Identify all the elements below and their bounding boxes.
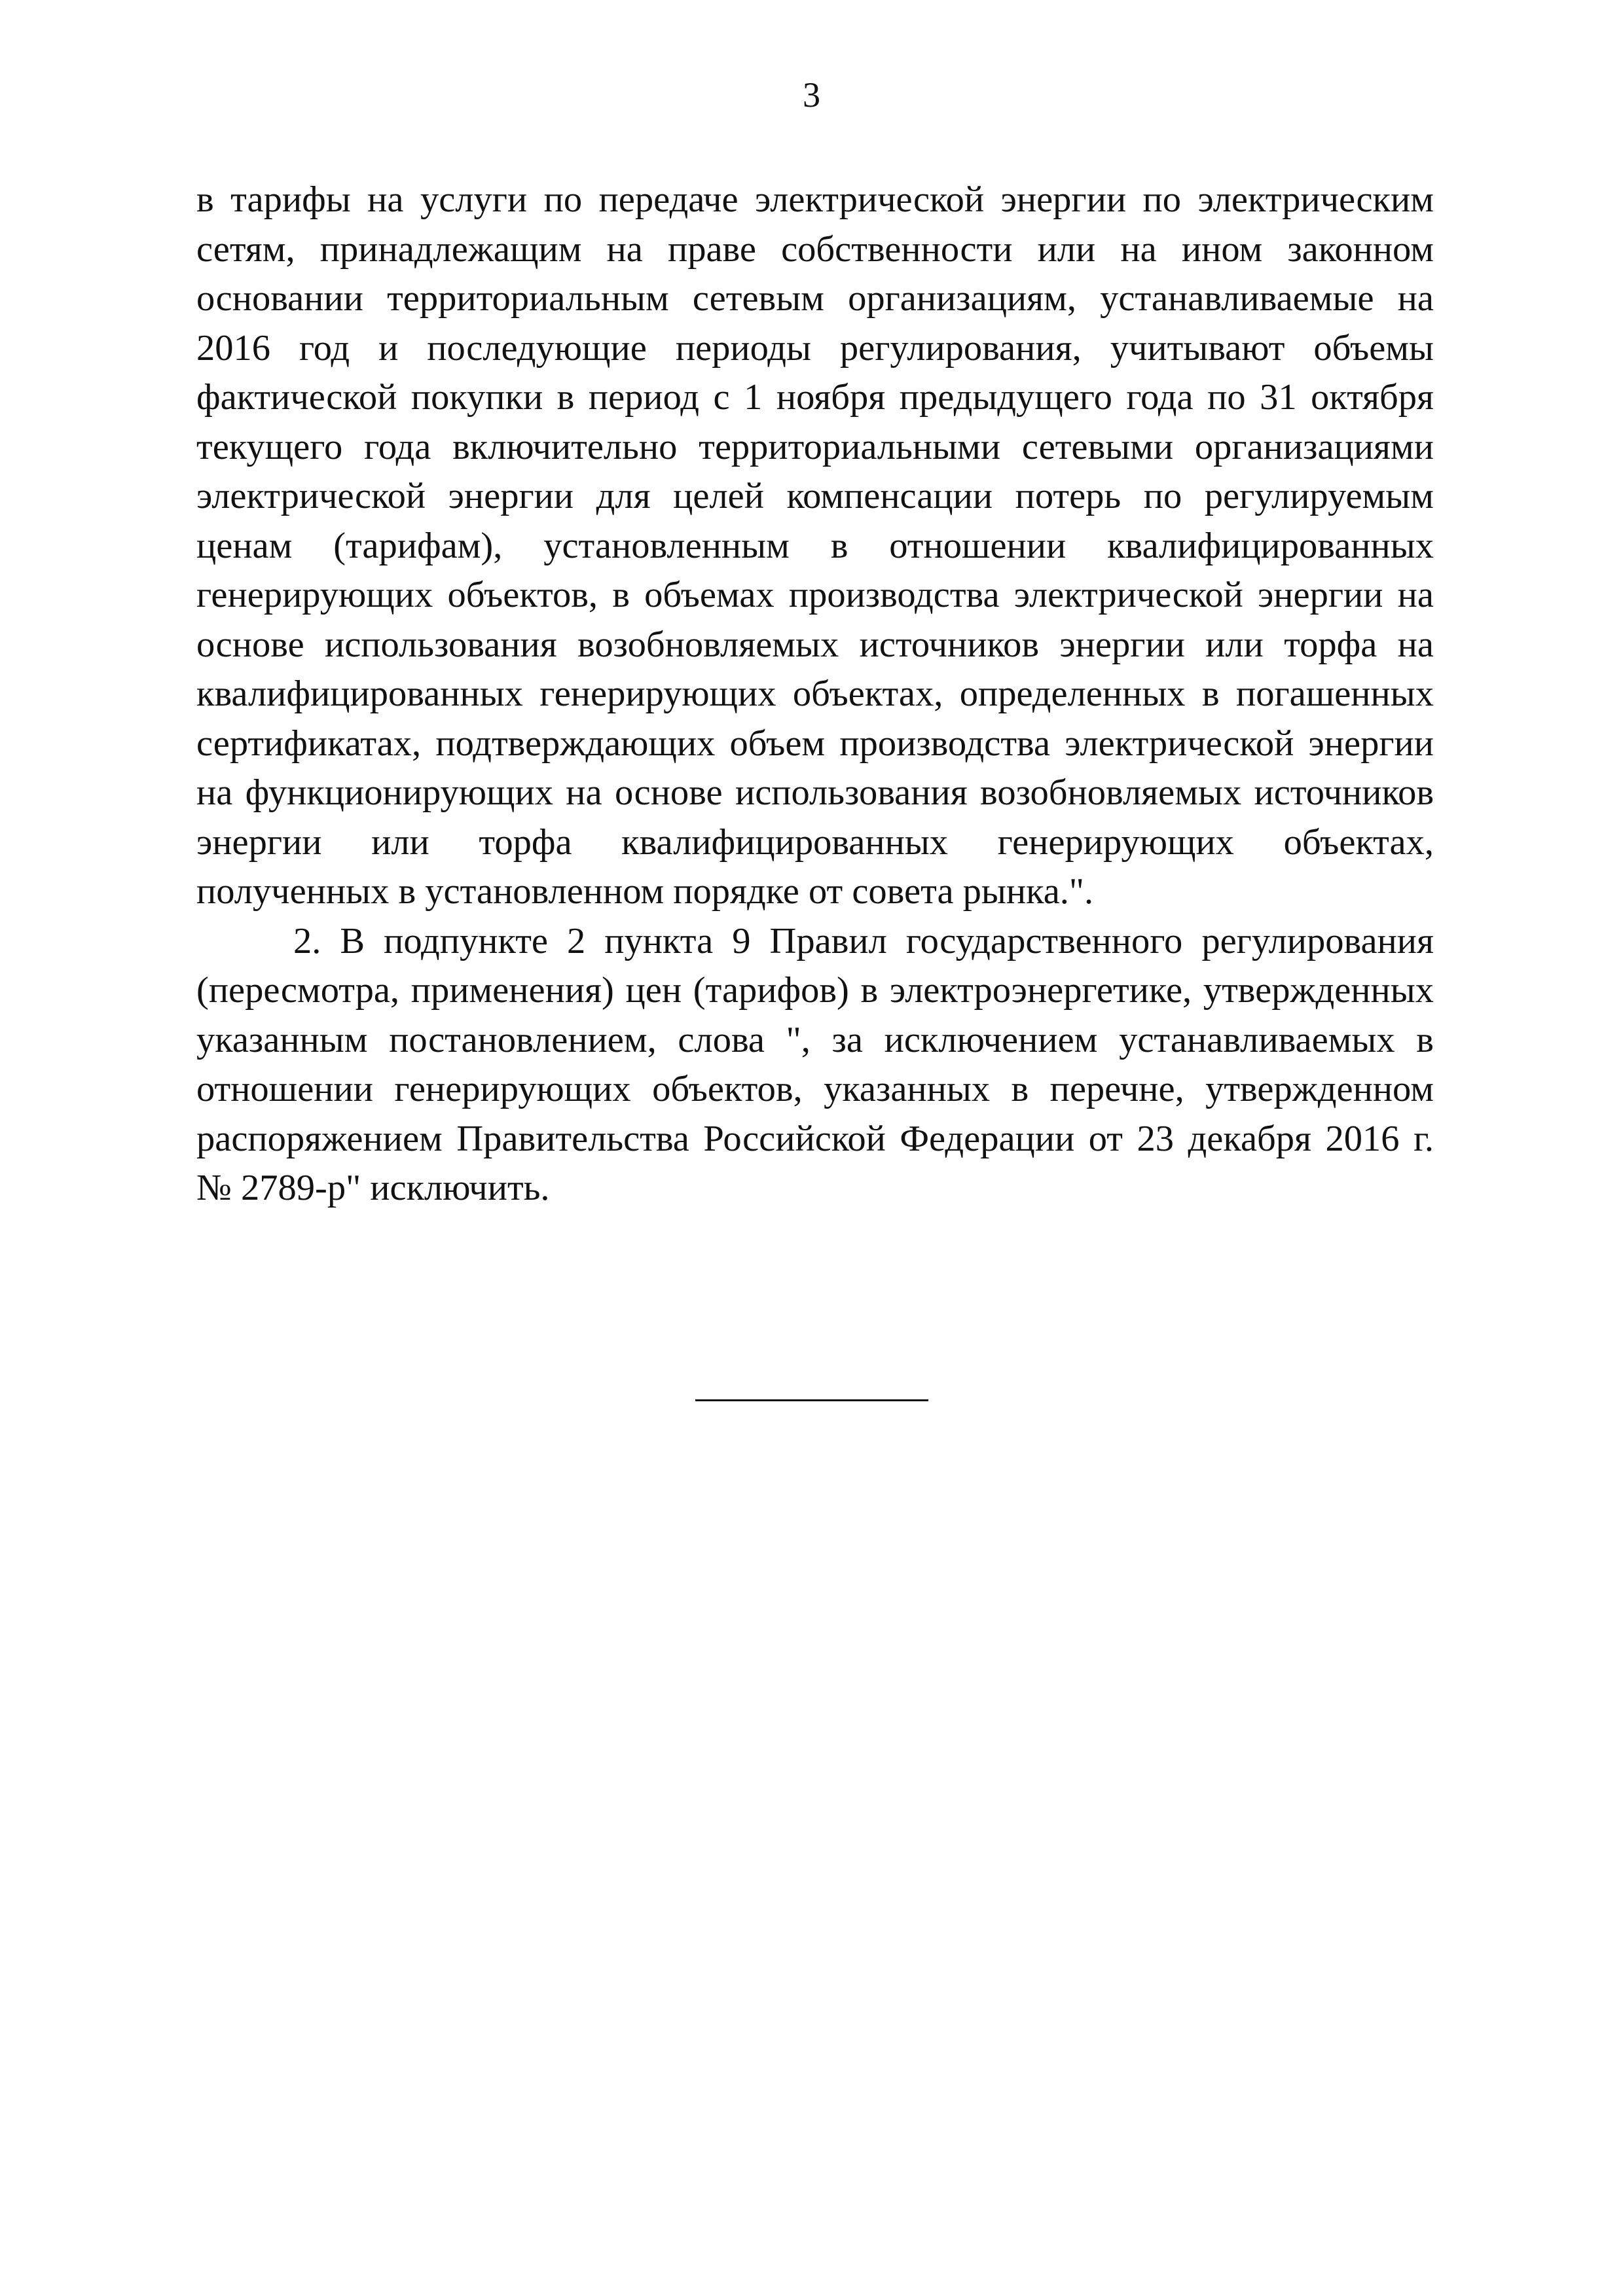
paragraph-item-2: 2. В подпункте 2 пункта 9 Правил государственного регулирования (пересмотра, применения) цен (тарифов) в электроэнергетике, утвержденных указанным постановлением, слова ", за исключением устанавливаемых в отношении генерирующих объектов, указанных в перечне, утвержденном распоряжением Правительства Российской Федерации от 23 декабря 2016 г. № 2789-р" исключить. [196,920,1434,1208]
page-number: 3 [803,75,820,115]
end-of-document-rule [695,1399,928,1401]
document-body [196,175,1434,1213]
paragraph-continuation: в тарифы на услуги по передаче электрической энергии по электрическим сетям, принадлежащим на праве собственности или на ином законном основании территориальным сетевым организациям, устанавливаемые на 2016 год и последующие периоды регулирования, учитывают объемы фактической покупки в период с 1 ноября предыдущего года по 31 октября текущего года включительно территориальными сетевыми организациями электрической энергии для целей компенсации потерь по регулируемым ценам (тарифам), установленным в отношении квалифицированных генерирующих объектов, в объемах производства электрической энергии на основе использования возобновляемых источников энергии или торфа на квалифицированных генерирующих объектах, определенных в погашенных сертификатах, подтверждающих объем производства электрической энергии на функционирующих на основе использования возобновляемых источников энергии или торфа квалифицированных генерирующих объектах, полученных в установленном порядке от совета рынка.". [196,179,1434,912]
